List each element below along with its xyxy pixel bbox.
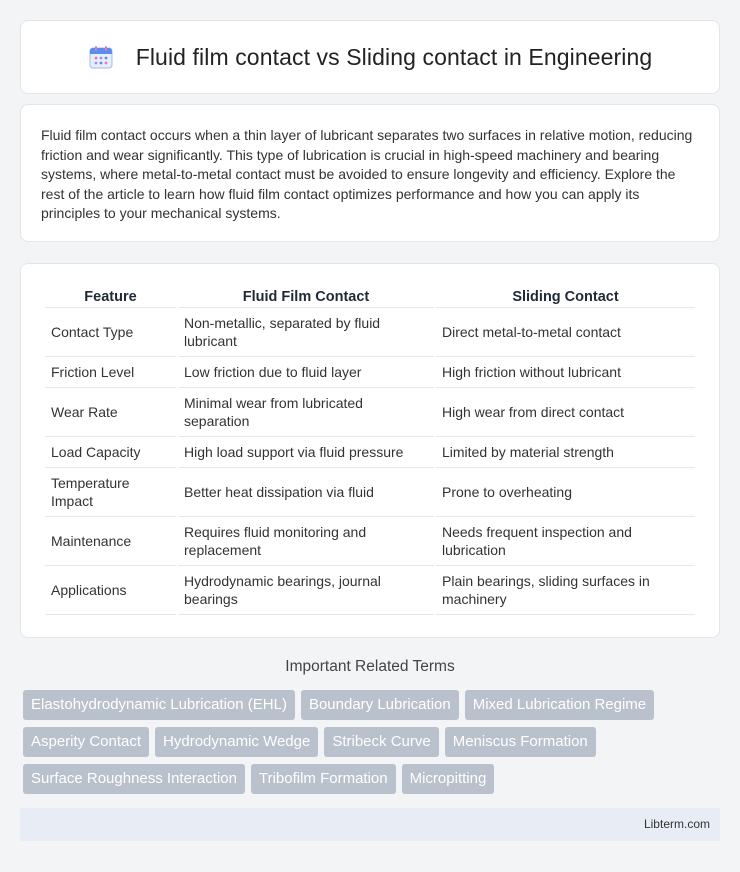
table-cell: Temperature Impact [45,468,176,517]
comparison-table [43,286,697,615]
table-cell: Non-metallic, separated by fluid lubricant [178,308,434,357]
footer [20,808,720,841]
table-cell: High friction without lubricant [436,357,695,388]
table-cell: High wear from direct contact [436,388,695,437]
table-header-row [45,286,695,308]
term-tag[interactable]: Micropitting [402,764,495,794]
term-tag[interactable]: Elastohydrodynamic Lubrication (EHL) [23,690,295,720]
table-header: Feature [45,286,176,308]
table-cell: Requires fluid monitoring and replacement [178,517,434,566]
table-cell: Low friction due to fluid layer [178,357,434,388]
page-title: Fluid film contact vs Sliding contact in Engineering [135,43,653,70]
term-tag[interactable]: Surface Roughness Interaction [23,764,245,794]
table-cell: Friction Level [45,357,176,388]
table-header: Fluid Film Contact [178,286,434,308]
title-card [20,20,720,94]
comparison-table-card [20,263,720,638]
table-cell: Maintenance [45,517,176,566]
footer-site-link[interactable]: Libterm.com [643,817,710,831]
table-cell: Load Capacity [45,437,176,468]
table-row [45,308,695,357]
table-cell: Minimal wear from lubricated separation [178,388,434,437]
term-tag[interactable]: Asperity Contact [23,727,149,757]
table-cell: Plain bearings, sliding surfaces in machinery [436,566,695,615]
table-row [45,388,695,437]
table-row [45,468,695,517]
term-tag[interactable]: Boundary Lubrication [301,690,459,720]
table-row [45,517,695,566]
table-row [45,566,695,615]
related-terms-heading: Important Related Terms [285,658,455,675]
table-cell: Limited by material strength [436,437,695,468]
term-tag[interactable]: Hydrodynamic Wedge [155,727,318,757]
calendar-icon [88,44,114,70]
table-cell: Better heat dissipation via fluid [178,468,434,517]
intro-card [20,104,720,242]
table-cell: Prone to overheating [436,468,695,517]
table-row [45,437,695,468]
table-header: Sliding Contact [436,286,695,308]
term-tag[interactable]: Stribeck Curve [324,727,438,757]
related-terms-list [23,690,723,801]
table-cell: Direct metal-to-metal contact [436,308,695,357]
table-cell: Applications [45,566,176,615]
table-cell: Needs frequent inspection and lubrication [436,517,695,566]
intro-paragraph: Fluid film contact occurs when a thin layer of lubricant separates two surfaces in relative motion, reducing friction and wear significantly. This type of lubrication is crucial in high-speed machinery and bearing systems, where metal-to-metal contact must be avoided to ensure longevity and efficiency. Explore the rest of the article to learn how fluid film contact optimizes performance and how you can apply its principles to your mechanical systems. [41,127,693,222]
table-row [45,357,695,388]
table-cell: Wear Rate [45,388,176,437]
table-cell: High load support via fluid pressure [178,437,434,468]
table-cell: Hydrodynamic bearings, journal bearings [178,566,434,615]
term-tag[interactable]: Tribofilm Formation [251,764,396,794]
term-tag[interactable]: Mixed Lubrication Regime [465,690,654,720]
table-cell: Contact Type [45,308,176,357]
term-tag[interactable]: Meniscus Formation [445,727,596,757]
